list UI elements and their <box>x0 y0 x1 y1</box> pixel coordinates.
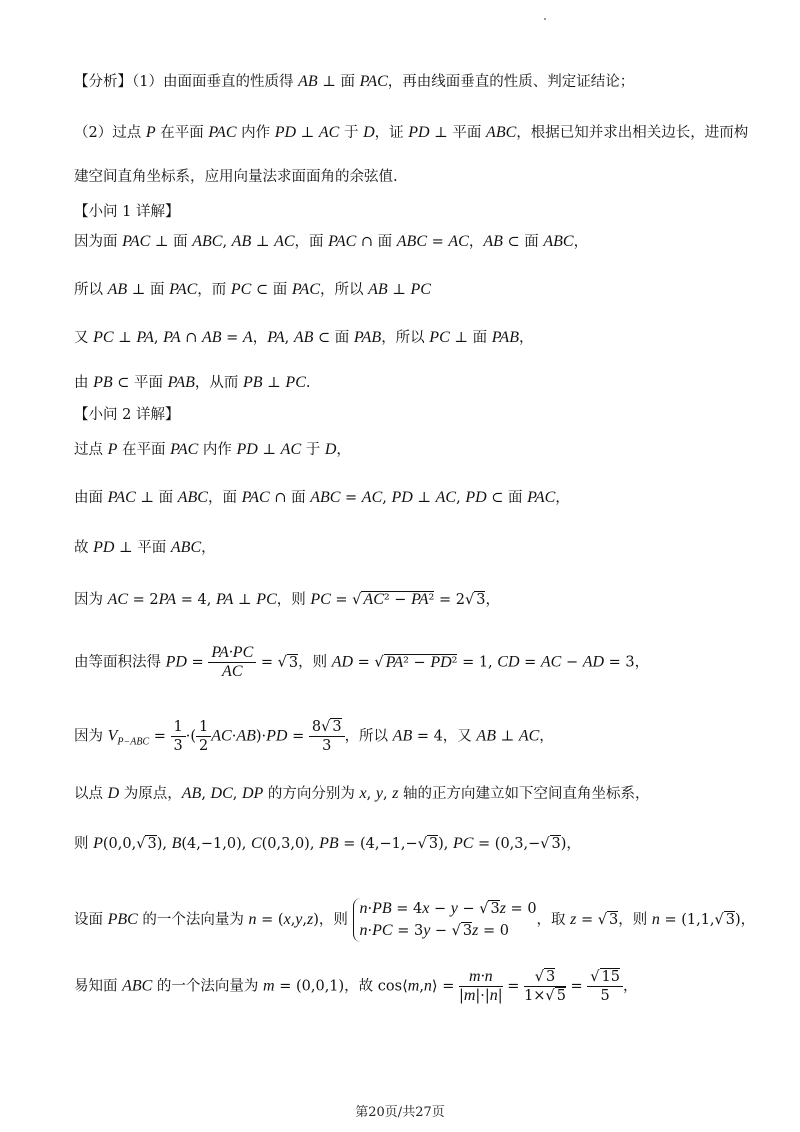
part1-line-3: 又 PC ⊥ PA, PA ∩ AB = A，PA, AB ⊂ 面 PAB，所以 PC ⊥ 面 PAB， <box>74 329 534 346</box>
part2-line-10: 易知面 ABC 的一个法向量为 m = (0,0,1)，故 cos⟨m,n⟩ = $\frac{m\cdot n}{|m|\cdot|n|}$ = $\frac{√ 3}{1\times√ 5}$ = $\frac{√ 15}{5}$ ， <box>74 968 638 1004</box>
part2-line-2: 由面 PAC ⊥ 面 ABC，面 PAC ∩ 面 ABC = AC, PD ⊥ AC, PD ⊂ 面 PAC， <box>74 489 570 506</box>
analysis-line-3: 建空间直角坐标系，应用向量法求面面角的余弦值. <box>74 169 398 185</box>
page-footer: 第20页/共27页 <box>355 1105 445 1120</box>
part1-line-4: 由 PB ⊂ 平面 PAB，从而 PB ⊥ PC. <box>74 374 311 391</box>
part2-line-5: 由等面积法得 PD = $\frac{PA\cdot PC}{AC}$ = √ 3，则 AD = √ PA² − PD² = 1, CD = AC − AD = 3， <box>74 644 650 680</box>
part2-line-3: 故 PD ⊥ 平面 ABC， <box>74 539 216 556</box>
analysis-line-1: 【分析】（1）由面面垂直的性质得 AB ⊥ 面 PAC，再由线面垂直的性质、判定证结论； <box>74 73 635 90</box>
part2-line-4: 因为 AC = 2PA = 4, PA ⊥ PC，则 PC = √ AC² − PA² = 2√ 3， <box>74 591 500 608</box>
part2-line-1: 过点 P 在平面 PAC 内作 PD ⊥ AC 于 D， <box>74 441 351 458</box>
part2-line-8: 则 P(0,0,√ 3), B(4,−1,0), C(0,3,0), PB = (4,−1,−√ 3), PC = (0,3,−√ 3)， <box>74 835 581 852</box>
part2-heading: 【小问 2 详解】 <box>74 407 180 423</box>
part2-line-9: 设面 PBC 的一个法向量为 n = (x,y,z)，则 n·PB = 4x − y − √ 3z = 0 n·PC = 3y − √ 3z = 0，取 z = √ 3，则 n = (1,1,√ 3)， <box>74 898 755 942</box>
part2-line-6: 因为 $V_{P-ABC}$ = $\frac{1}{3}$ ·( $\frac{1}{2}$ AC·AB)·PD = $\frac{8√ 3}{3}$ ，所以 AB = 4，又 AB ⊥ AC， <box>74 719 554 754</box>
part2-line-7: 以点 D 为原点，AB, DC, DP 的方向分别为 x, y, z 轴的正方向建立如下空间直角坐标系， <box>74 785 650 802</box>
part1-line-1: 因为面 PAC ⊥ 面 ABC, AB ⊥ AC，面 PAC ∩ 面 ABC = AC，AB ⊂ 面 ABC， <box>74 233 589 250</box>
speck <box>544 18 546 20</box>
analysis-line-2: （2）过点 P 在平面 PAC 内作 PD ⊥ AC 于 D，证 PD ⊥ 平面 ABC，根据已知并求出相关边长，进而构 <box>74 124 749 141</box>
part1-heading: 【小问 1 详解】 <box>74 204 180 220</box>
part1-line-2: 所以 AB ⊥ 面 PAC，而 PC ⊂ 面 PAC，所以 AB ⊥ PC <box>74 281 431 298</box>
